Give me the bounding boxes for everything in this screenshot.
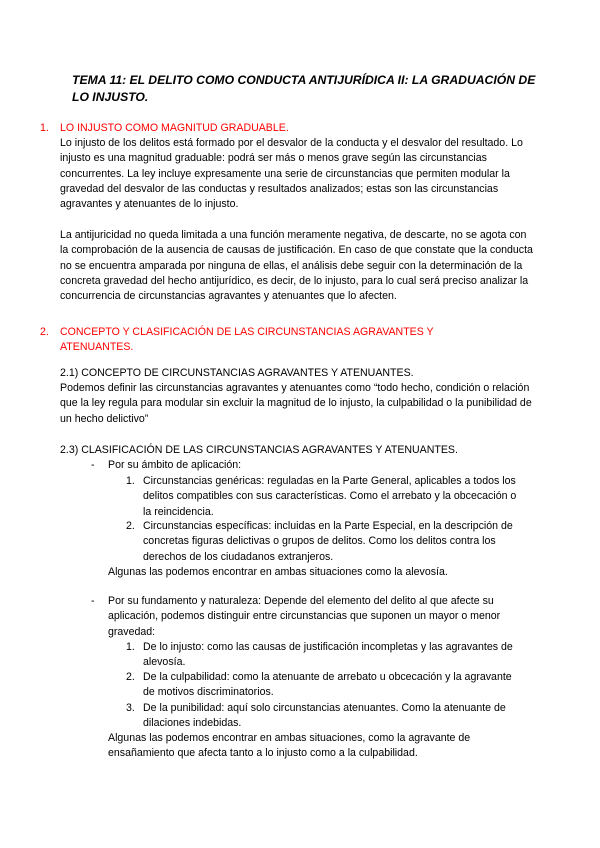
bullet-1-item-1-text: Circunstancias genéricas: reguladas en la Parte General, aplicables a todos los delitos compatibles con sus características. Como el arrebato y la obcecación o la reincidencia. [143,475,517,518]
section-2-heading: CONCEPTO Y CLASIFICACIÓN DE LAS CIRCUNSTANCIAS AGRAVANTES Y ATENUANTES. [60,326,434,354]
bullet-1-dash: - [91,459,95,471]
bullet-1-item-2-text: Circunstancias específicas: incluidas en la Parte Especial, en la descripción de concretas figuras delictivas o grupos de delitos. Como los delitos contra los derechos de los ciudadanos extranjeros. [143,520,513,563]
bullet-1-note: Algunas las podemos encontrar en ambas situaciones como la alevosía. [108,566,448,578]
bullet-2-dash: - [91,595,95,607]
section-2-number: 2. [40,326,49,338]
bullet-2-item-1-text: De lo injusto: como las causas de justificación incompletas y las agravantes de alevosía. [143,641,513,669]
document-title: TEMA 11: EL DELITO COMO CONDUCTA ANTIJURÍDICA II: LA GRADUACIÓN DE LO INJUSTO. [72,73,536,104]
section-1-heading: LO INJUSTO COMO MAGNITUD GRADUABLE. [60,122,289,134]
subsection-2-1-heading: 2.1) CONCEPTO DE CIRCUNSTANCIAS AGRAVANTES Y ATENUANTES. [60,367,414,379]
bullet-1-item-2-number: 2. [126,520,135,532]
section-1-paragraph-2: La antijuricidad no queda limitada a una función meramente negativa, de descarte, no se agota con la comprobación de la ausencia de causas de justificación. En caso de que constate que la conducta no se encuentra amparada por ninguna de ellas, el análisis debe seguir con la determinación de la concreta gravedad del hecho antijurídico, es decir, de lo injusto, para lo cual será preciso analizar la concurrencia de circunstancias agravantes y atenuantes que lo afecten. [60,229,533,303]
section-1-paragraph-1: Lo injusto de los delitos está formado por el desvalor de la conducta y el desvalor del resultado. Lo injusto es una magnitud graduable: podrá ser más o menos grave según las circunstancias concurrentes. La ley incluye expresamente una serie de circunstancias que permiten modular la gravedad del desvalor de las conductas y resultados analizados; estas son las circunstancias agravantes y atenuantes de lo injusto. [60,137,523,211]
bullet-2-label: Por su fundamento y naturaleza: Depende del elemento del delito al que afecte su aplicación, podemos distinguir entre circunstancias que suponen un mayor o menor gravedad: [108,595,501,638]
bullet-1-item-1-number: 1. [126,475,135,487]
bullet-1-label: Por su ámbito de aplicación: [108,459,242,471]
bullet-2-note: Algunas las podemos encontrar en ambas situaciones, como la agravante de ensañamiento que afecta tanto a lo injusto como a la culpabilidad. [108,732,471,760]
bullet-2-item-2-text: De la culpabilidad: como la atenuante de arrebato u obcecación y la agravante de motivos discriminatorios. [143,671,512,699]
subsection-2-3-heading: 2.3) CLASIFICACIÓN DE LAS CIRCUNSTANCIAS AGRAVANTES Y ATENUANTES. [60,444,458,456]
bullet-2-item-3-number: 3. [126,702,135,714]
bullet-2-item-1-number: 1. [126,641,135,653]
bullet-2-item-2-number: 2. [126,671,135,683]
subsection-2-1-text: Podemos definir las circunstancias agravantes y atenuantes como “todo hecho, condición o relación que la ley regula para modular sin excluir la magnitud de lo injusto, la culpabilidad o la punibilidad de un hecho delictivo” [60,382,532,425]
bullet-2-item-3-text: De la punibilidad: aquí solo circunstancias atenuantes. Como la atenuante de dilaciones indebidas. [143,702,506,730]
section-1-number: 1. [40,122,49,134]
